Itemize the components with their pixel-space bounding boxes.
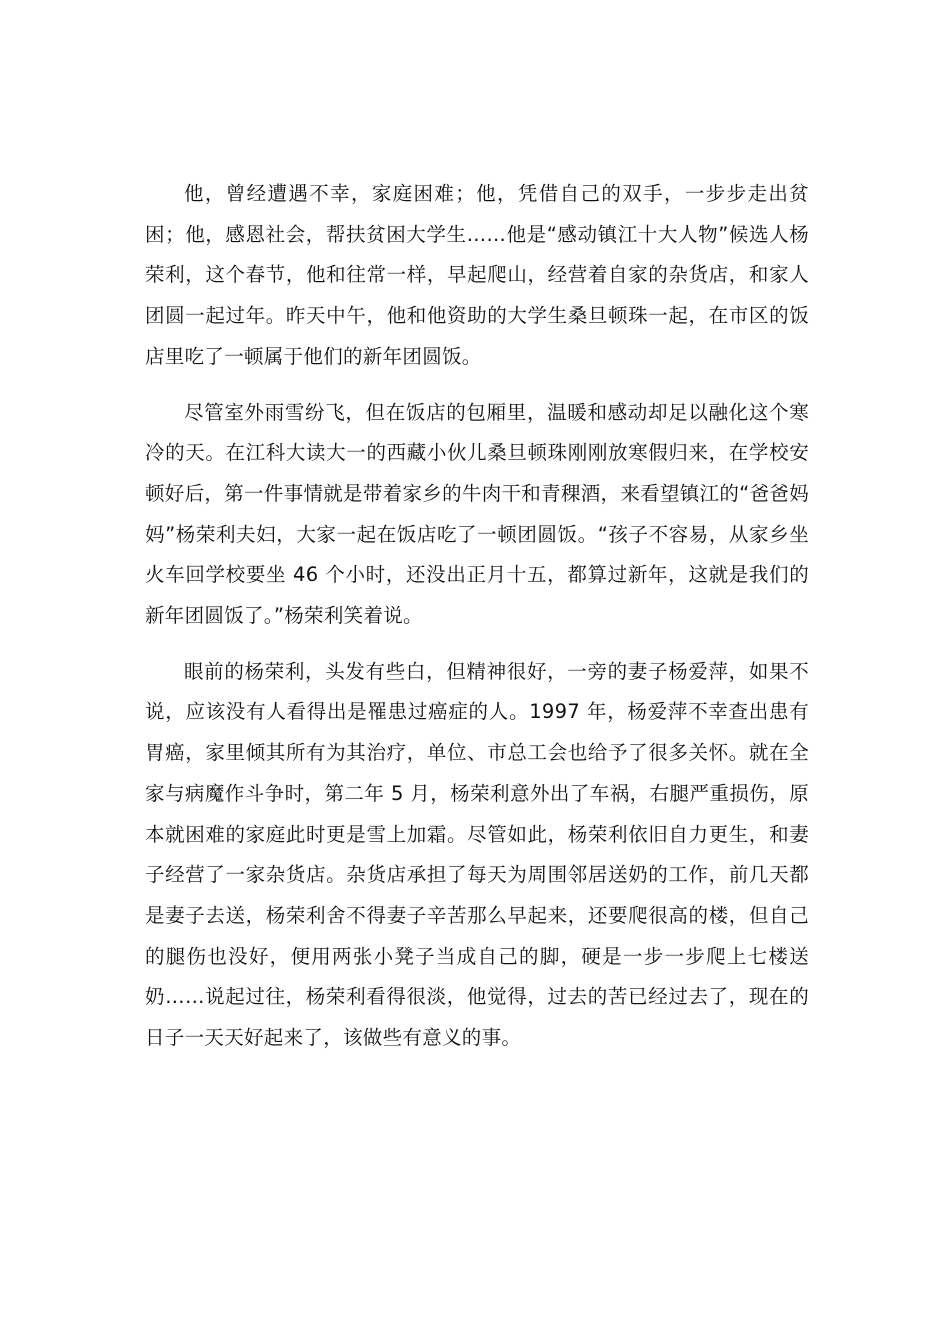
paragraph-3: 眼前的杨荣利，头发有些白，但精神很好，一旁的妻子杨爱萍，如果不说，应该没有人看得出是罹患过癌症的人。1997 年，杨爱萍不幸查出患有胃癌，家里倾其所有为其治疗，单位、市总工会也给予了很多关怀。就在全家与病魔作斗争时，第二年 5 月，杨荣利意外出了车祸，右腿严重损伤，原本就困难的家庭此时更是雪上加霜。尽管如此，杨荣利依旧自力更生，和妻子经营了一家杂货店。杂货店承担了每天为周围邻居送奶的工作，前几天都是妻子去送，杨荣利舍不得妻子辛苦那么早起来，还要爬很高的楼，但自己的腿伤也没好，便用两张小凳子当成自己的脚，硬是一步一步爬上七楼送奶……说起过往，杨荣利看得很淡，他觉得，过去的苦已经过去了，现在的日子一天天好起来了，该做些有意义的事。 [145,659,809,1050]
paragraph-1: 他，曾经遭遇不幸，家庭困难；他，凭借自己的双手，一步步走出贫困；他，感恩社会，帮扶贫困大学生……他是“感动镇江十大人物”候选人杨荣利，这个春节，他和往常一样，早起爬山，经营着自家的杂货店，和家人团圆一起过年。昨天中午，他和他资助的大学生桑旦顿珠一起，在市区的饭店里吃了一顿属于他们的新年团圆饭。 [145,182,809,368]
paragraph-2: 尽管室外雨雪纷飞，但在饭店的包厢里，温暖和感动却足以融化这个寒冷的天。在江科大读大一的西藏小伙儿桑旦顿珠刚刚放寒假归来，在学校安顿好后，第一件事情就是带着家乡的牛肉干和青稞酒，来看望镇江的“爸爸妈妈”杨荣利夫妇，大家一起在饭店吃了一顿团圆饭。“孩子不容易，从家乡坐火车回学校要坐 46 个小时，还没出正月十五，都算过新年，这就是我们的新年团圆饭了。”杨荣利笑着说。 [145,400,809,628]
article-body [145,174,809,1074]
